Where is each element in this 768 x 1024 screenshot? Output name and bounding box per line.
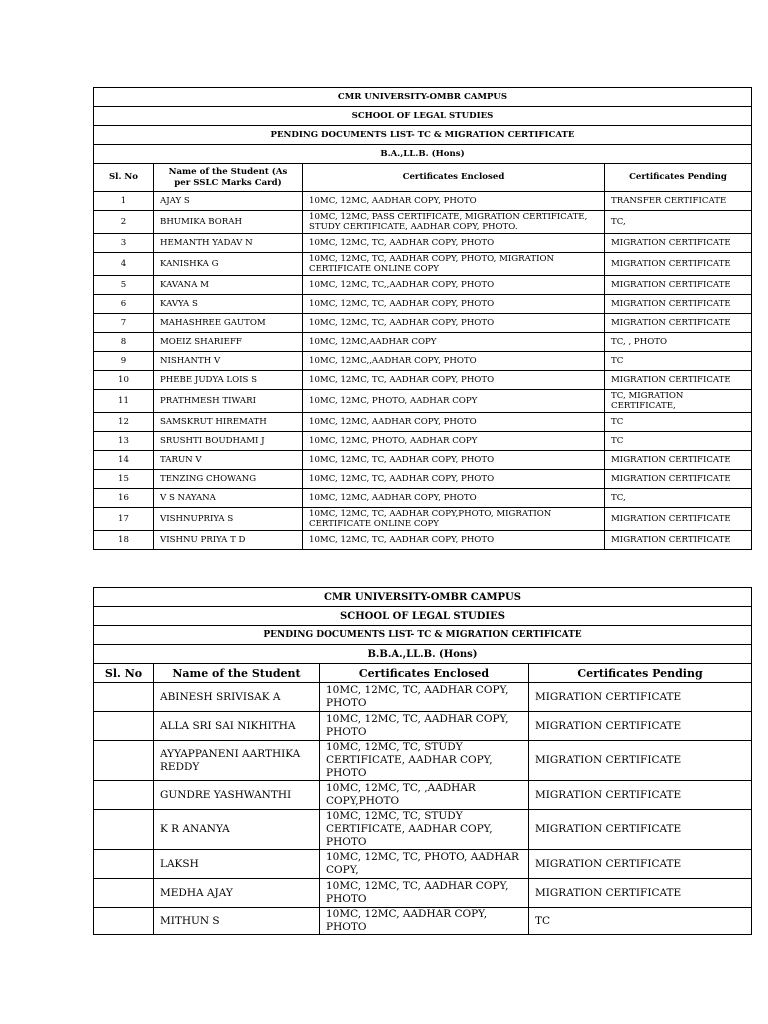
- row-certificates-enclosed: 10MC, 12MC, TC, AADHAR COPY, PHOTO: [303, 371, 605, 390]
- row-certificates-enclosed: 10MC, 12MC, TC, AADHAR COPY,PHOTO, MIGRATION CERTIFICATE ONLINE COPY: [303, 508, 605, 531]
- row-certificates-pending: TRANSFER CERTIFICATE: [605, 192, 752, 211]
- row-sl-no: 8: [94, 333, 154, 352]
- table-row: [94, 810, 752, 850]
- row-sl-no: 15: [94, 470, 154, 489]
- row-student-name: PRATHMESH TIWARI: [154, 390, 303, 413]
- row-sl-no: 13: [94, 432, 154, 451]
- row-sl-no: 17: [94, 508, 154, 531]
- row-certificates-pending: MIGRATION CERTIFICATE: [529, 741, 752, 781]
- table-row: [94, 712, 752, 741]
- row-sl-no: 16: [94, 489, 154, 508]
- row-certificates-pending: TC: [529, 908, 752, 935]
- row-certificates-pending: MIGRATION CERTIFICATE: [529, 781, 752, 810]
- table-row: [94, 295, 752, 314]
- row-certificates-enclosed: 10MC, 12MC,,AADHAR COPY, PHOTO: [303, 352, 605, 371]
- row-certificates-pending: MIGRATION CERTIFICATE: [605, 276, 752, 295]
- university-heading: CMR UNIVERSITY-OMBR CAMPUS: [94, 588, 752, 607]
- table-row: [94, 352, 752, 371]
- row-certificates-pending: TC: [605, 413, 752, 432]
- row-sl-no: [94, 712, 154, 741]
- row-student-name: HEMANTH YADAV N: [154, 234, 303, 253]
- row-certificates-pending: MIGRATION CERTIFICATE: [605, 470, 752, 489]
- row-sl-no: [94, 810, 154, 850]
- row-sl-no: 18: [94, 531, 154, 550]
- row-sl-no: 10: [94, 371, 154, 390]
- table-row: [94, 489, 752, 508]
- row-sl-no: 6: [94, 295, 154, 314]
- row-certificates-enclosed: 10MC, 12MC, TC, AADHAR COPY, PHOTO: [303, 314, 605, 333]
- row-student-name: PHEBE JUDYA LOIS S: [154, 371, 303, 390]
- row-certificates-enclosed: 10MC, 12MC, TC, AADHAR COPY, PHOTO: [303, 234, 605, 253]
- row-student-name: VISHNU PRIYA T D: [154, 531, 303, 550]
- row-certificates-pending: MIGRATION CERTIFICATE: [529, 879, 752, 908]
- row-certificates-pending: MIGRATION CERTIFICATE: [605, 314, 752, 333]
- ballb-pending-documents-table: [93, 87, 752, 550]
- row-certificates-pending: TC,: [605, 489, 752, 508]
- table-row: [94, 413, 752, 432]
- row-student-name: AJAY S: [154, 192, 303, 211]
- row-certificates-enclosed: 10MC, 12MC, TC, ,AADHAR COPY,PHOTO: [320, 781, 529, 810]
- row-student-name: V S NAYANA: [154, 489, 303, 508]
- row-certificates-pending: MIGRATION CERTIFICATE: [529, 810, 752, 850]
- column-header-sl-no: Sl. No: [94, 664, 154, 683]
- table-row: [94, 508, 752, 531]
- row-student-name: NISHANTH V: [154, 352, 303, 371]
- row-certificates-pending: MIGRATION CERTIFICATE: [529, 850, 752, 879]
- row-certificates-enclosed: 10MC, 12MC, TC, AADHAR COPY, PHOTO: [320, 683, 529, 712]
- table-row: [94, 390, 752, 413]
- list-title: PENDING DOCUMENTS LIST- TC & MIGRATION CERTIFICATE: [94, 626, 752, 645]
- column-header-row: [94, 164, 752, 192]
- row-certificates-pending: TC: [605, 432, 752, 451]
- row-certificates-pending: TC, , PHOTO: [605, 333, 752, 352]
- row-sl-no: 12: [94, 413, 154, 432]
- university-heading: CMR UNIVERSITY-OMBR CAMPUS: [94, 88, 752, 107]
- row-student-name: VISHNUPRIYA S: [154, 508, 303, 531]
- row-sl-no: 1: [94, 192, 154, 211]
- row-student-name: LAKSH: [154, 850, 320, 879]
- row-student-name: MEDHA AJAY: [154, 879, 320, 908]
- row-sl-no: [94, 781, 154, 810]
- row-certificates-pending: MIGRATION CERTIFICATE: [605, 371, 752, 390]
- column-header-row: [94, 664, 752, 683]
- table-row: [94, 781, 752, 810]
- column-header-enclosed: Certificates Enclosed: [320, 664, 529, 683]
- row-certificates-pending: MIGRATION CERTIFICATE: [529, 683, 752, 712]
- column-header-name: Name of the Student (As per SSLC Marks Card): [154, 164, 303, 192]
- row-student-name: MITHUN S: [154, 908, 320, 935]
- row-certificates-enclosed: 10MC, 12MC, TC, STUDY CERTIFICATE, AADHAR COPY, PHOTO: [320, 741, 529, 781]
- table-row: [94, 908, 752, 935]
- row-student-name: ALLA SRI SAI NIKHITHA: [154, 712, 320, 741]
- row-certificates-enclosed: 10MC, 12MC, AADHAR COPY, PHOTO: [320, 908, 529, 935]
- row-sl-no: [94, 741, 154, 781]
- row-certificates-pending: TC: [605, 352, 752, 371]
- row-sl-no: 4: [94, 253, 154, 276]
- row-sl-no: [94, 908, 154, 935]
- row-certificates-enclosed: 10MC, 12MC, TC, AADHAR COPY, PHOTO: [320, 879, 529, 908]
- row-certificates-enclosed: 10MC, 12MC, TC, AADHAR COPY, PHOTO: [320, 712, 529, 741]
- row-certificates-enclosed: 10MC, 12MC, TC, AADHAR COPY, PHOTO: [303, 531, 605, 550]
- row-student-name: SAMSKRUT HIREMATH: [154, 413, 303, 432]
- row-student-name: K R ANANYA: [154, 810, 320, 850]
- row-certificates-enclosed: 10MC, 12MC, TC, STUDY CERTIFICATE, AADHAR COPY, PHOTO: [320, 810, 529, 850]
- row-student-name: TENZING CHOWANG: [154, 470, 303, 489]
- row-certificates-pending: MIGRATION CERTIFICATE: [605, 508, 752, 531]
- row-certificates-pending: MIGRATION CERTIFICATE: [605, 531, 752, 550]
- column-header-sl-no: Sl. No: [94, 164, 154, 192]
- table-row: [94, 234, 752, 253]
- table-row: [94, 850, 752, 879]
- table-row: [94, 192, 752, 211]
- row-sl-no: [94, 683, 154, 712]
- table-row: [94, 741, 752, 781]
- row-certificates-enclosed: 10MC, 12MC, AADHAR COPY, PHOTO: [303, 192, 605, 211]
- row-student-name: KANISHKA G: [154, 253, 303, 276]
- row-certificates-enclosed: 10MC, 12MC,AADHAR COPY: [303, 333, 605, 352]
- row-certificates-enclosed: 10MC, 12MC, AADHAR COPY, PHOTO: [303, 489, 605, 508]
- row-student-name: AYYAPPANENI AARTHIKA REDDY: [154, 741, 320, 781]
- row-certificates-enclosed: 10MC, 12MC, PHOTO, AADHAR COPY: [303, 390, 605, 413]
- list-title: PENDING DOCUMENTS LIST- TC & MIGRATION CERTIFICATE: [94, 126, 752, 145]
- row-certificates-pending: MIGRATION CERTIFICATE: [605, 234, 752, 253]
- row-certificates-pending: MIGRATION CERTIFICATE: [605, 253, 752, 276]
- row-certificates-enclosed: 10MC, 12MC, AADHAR COPY, PHOTO: [303, 413, 605, 432]
- row-sl-no: 2: [94, 211, 154, 234]
- row-student-name: KAVANA M: [154, 276, 303, 295]
- row-sl-no: 9: [94, 352, 154, 371]
- row-certificates-enclosed: 10MC, 12MC, TC,,AADHAR COPY, PHOTO: [303, 276, 605, 295]
- table-row: [94, 470, 752, 489]
- row-student-name: TARUN V: [154, 451, 303, 470]
- row-certificates-enclosed: 10MC, 12MC, TC, AADHAR COPY, PHOTO: [303, 470, 605, 489]
- row-certificates-enclosed: 10MC, 12MC, TC, AADHAR COPY, PHOTO: [303, 295, 605, 314]
- table-row: [94, 879, 752, 908]
- table-row: [94, 314, 752, 333]
- row-sl-no: [94, 879, 154, 908]
- school-heading: SCHOOL OF LEGAL STUDIES: [94, 607, 752, 626]
- row-student-name: MAHASHREE GAUTOM: [154, 314, 303, 333]
- table-row: [94, 371, 752, 390]
- table-row: [94, 531, 752, 550]
- table-row: [94, 333, 752, 352]
- school-heading: SCHOOL OF LEGAL STUDIES: [94, 107, 752, 126]
- table-row: [94, 211, 752, 234]
- program-heading: B.A.,LL.B. (Hons): [94, 145, 752, 164]
- row-certificates-enclosed: 10MC, 12MC, TC, AADHAR COPY, PHOTO, MIGRATION CERTIFICATE ONLINE COPY: [303, 253, 605, 276]
- row-student-name: MOEIZ SHARIEFF: [154, 333, 303, 352]
- column-header-name: Name of the Student: [154, 664, 320, 683]
- table-row: [94, 276, 752, 295]
- row-certificates-enclosed: 10MC, 12MC, PHOTO, AADHAR COPY: [303, 432, 605, 451]
- column-header-enclosed: Certificates Enclosed: [303, 164, 605, 192]
- row-sl-no: 14: [94, 451, 154, 470]
- row-certificates-pending: TC,: [605, 211, 752, 234]
- table-row: [94, 432, 752, 451]
- row-certificates-enclosed: 10MC, 12MC, TC, AADHAR COPY, PHOTO: [303, 451, 605, 470]
- table-row: [94, 253, 752, 276]
- row-sl-no: [94, 850, 154, 879]
- bballb-pending-documents-table: [93, 587, 752, 935]
- program-heading: B.B.A.,LL.B. (Hons): [94, 645, 752, 664]
- row-certificates-pending: MIGRATION CERTIFICATE: [605, 451, 752, 470]
- column-header-pending: Certificates Pending: [529, 664, 752, 683]
- table-row: [94, 451, 752, 470]
- row-student-name: BHUMIKA BORAH: [154, 211, 303, 234]
- row-student-name: KAVYA S: [154, 295, 303, 314]
- row-student-name: SRUSHTI BOUDHAMI J: [154, 432, 303, 451]
- row-certificates-pending: MIGRATION CERTIFICATE: [529, 712, 752, 741]
- row-sl-no: 11: [94, 390, 154, 413]
- row-certificates-enclosed: 10MC, 12MC, PASS CERTIFICATE, MIGRATION CERTIFICATE, STUDY CERTIFICATE, AADHAR COPY, PHOTO.: [303, 211, 605, 234]
- row-student-name: GUNDRE YASHWANTHI: [154, 781, 320, 810]
- table-row: [94, 683, 752, 712]
- row-certificates-pending: MIGRATION CERTIFICATE: [605, 295, 752, 314]
- row-student-name: ABINESH SRIVISAK A: [154, 683, 320, 712]
- row-certificates-enclosed: 10MC, 12MC, TC, PHOTO, AADHAR COPY,: [320, 850, 529, 879]
- column-header-pending: Certificates Pending: [605, 164, 752, 192]
- row-sl-no: 7: [94, 314, 154, 333]
- row-sl-no: 3: [94, 234, 154, 253]
- row-certificates-pending: TC, MIGRATION CERTIFICATE,: [605, 390, 752, 413]
- row-sl-no: 5: [94, 276, 154, 295]
